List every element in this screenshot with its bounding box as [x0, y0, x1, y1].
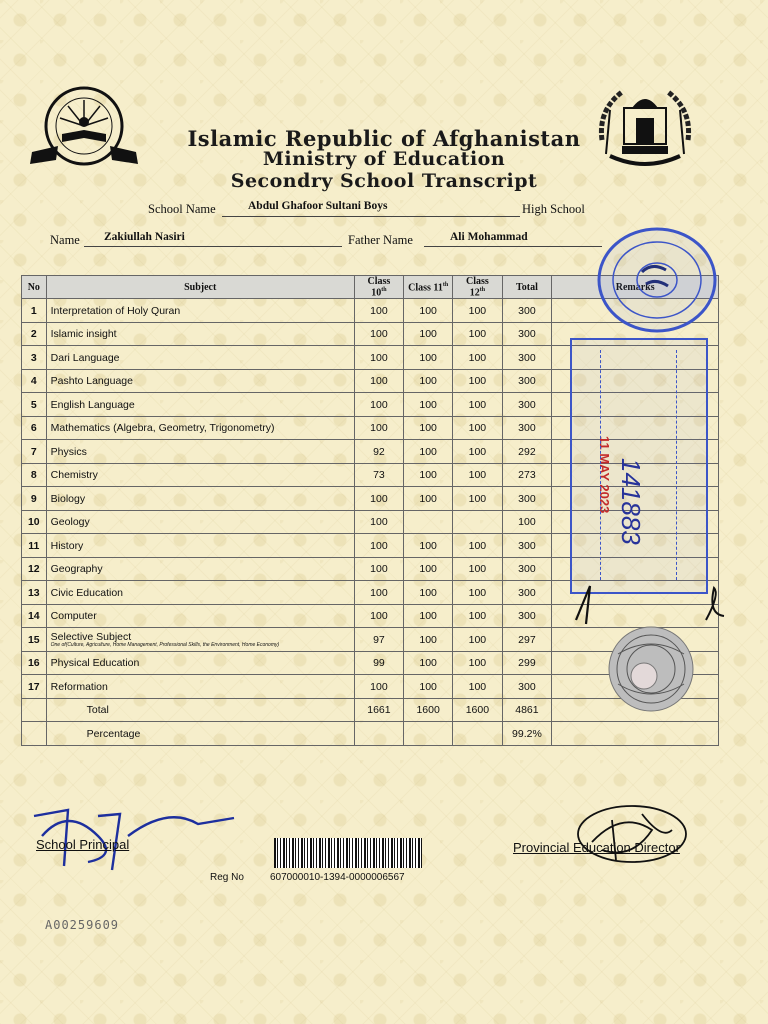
row-class-11: 100 [404, 604, 453, 628]
row-no: 9 [22, 487, 47, 511]
row-class-11: 100 [404, 463, 453, 487]
row-total: 297 [502, 628, 552, 652]
row-class-10: 100 [354, 487, 403, 511]
row-class-11: 100 [404, 393, 453, 417]
row-class-10: 99 [354, 651, 403, 675]
row-class-10: 100 [354, 675, 403, 699]
row-subject: Chemistry [46, 463, 354, 487]
row-class-10: 100 [354, 346, 403, 370]
row-class-10: 97 [354, 628, 403, 652]
row-class-12: 100 [453, 416, 502, 440]
header-subject: Subject [46, 276, 354, 299]
row-subject: Pashto Language [46, 369, 354, 393]
total-class-10: 1661 [354, 698, 403, 722]
row-class-10: 100 [354, 510, 403, 534]
row-subject: Physical Education [46, 651, 354, 675]
row-total: 300 [502, 534, 552, 558]
row-class-11: 100 [404, 440, 453, 464]
row-class-10: 100 [354, 369, 403, 393]
row-no: 7 [22, 440, 47, 464]
header-ministry: Ministry of Education [262, 148, 506, 170]
row-total: 300 [502, 581, 552, 605]
handwritten-initial-right-icon [700, 584, 730, 628]
registration-stamp [570, 338, 708, 594]
row-class-10: 100 [354, 393, 403, 417]
row-class-11: 100 [404, 675, 453, 699]
row-total: 299 [502, 651, 552, 675]
row-no: 8 [22, 463, 47, 487]
row-class-12: 100 [453, 651, 502, 675]
header-class-11: Class 11th [404, 276, 453, 299]
row-total: 300 [502, 604, 552, 628]
row-total: 300 [502, 346, 552, 370]
header-no: No [22, 276, 47, 299]
student-name-label: Name [50, 233, 80, 247]
row-no: 6 [22, 416, 47, 440]
row-class-10: 100 [354, 581, 403, 605]
row-subject: Biology [46, 487, 354, 511]
row-no: 11 [22, 534, 47, 558]
row-class-11: 100 [404, 322, 453, 346]
row-class-12: 100 [453, 440, 502, 464]
stamp-text-column-right [676, 350, 701, 580]
row-class-11 [404, 510, 453, 534]
row-total: 300 [502, 369, 552, 393]
row-total: 300 [502, 487, 552, 511]
student-name-underline [84, 246, 342, 247]
row-class-12 [453, 510, 502, 534]
row-class-11: 100 [404, 534, 453, 558]
row-no: 14 [22, 604, 47, 628]
row-class-10: 100 [354, 557, 403, 581]
row-subject: History [46, 534, 354, 558]
row-class-11: 100 [404, 581, 453, 605]
header-class-12: Class 12th [453, 276, 502, 299]
father-name-underline [424, 246, 602, 247]
father-name-label: Father Name [348, 233, 413, 247]
row-class-11: 100 [404, 416, 453, 440]
row-class-11: 100 [404, 487, 453, 511]
row-total: 100 [502, 510, 552, 534]
row-subject: Physics [46, 440, 354, 464]
row-class-11: 100 [404, 651, 453, 675]
row-class-12: 100 [453, 628, 502, 652]
row-class-12: 100 [453, 322, 502, 346]
document-serial-number: A00259609 [45, 918, 120, 932]
row-subject: Interpretation of Holy Quran [46, 299, 354, 323]
stamp-text-column [576, 350, 601, 580]
total-class-11: 1600 [404, 698, 453, 722]
hologram-seal-icon [604, 624, 698, 714]
row-total: 273 [502, 463, 552, 487]
total-grand: 4861 [502, 698, 552, 722]
row-class-10: 100 [354, 604, 403, 628]
row-subject: Civic Education [46, 581, 354, 605]
row-no: 10 [22, 510, 47, 534]
row-no: 17 [22, 675, 47, 699]
row-no: 12 [22, 557, 47, 581]
row-subject: Selective Subject One of(Culture, Agriculture, Home Management, Professional Skills, the Environment, Home Economy) [46, 628, 354, 652]
row-class-12: 100 [453, 393, 502, 417]
row-class-10: 100 [354, 416, 403, 440]
row-no: 16 [22, 651, 47, 675]
row-class-12: 100 [453, 534, 502, 558]
row-subject: Computer [46, 604, 354, 628]
row-total: 292 [502, 440, 552, 464]
row-no: 13 [22, 581, 47, 605]
row-total: 300 [502, 675, 552, 699]
reg-no-label: Reg No [210, 872, 244, 883]
row-total: 300 [502, 299, 552, 323]
selective-subject-note: One of(Culture, Agriculture, Home Management, Professional Skills, the Environment, Home Economy) [50, 641, 280, 648]
school-type-label: High School [522, 202, 585, 216]
row-class-12: 100 [453, 581, 502, 605]
row-subject: Dari Language [46, 346, 354, 370]
row-class-11: 100 [404, 557, 453, 581]
row-class-12: 100 [453, 675, 502, 699]
row-class-11: 100 [404, 346, 453, 370]
row-no: 1 [22, 299, 47, 323]
row-class-12: 100 [453, 463, 502, 487]
provincial-director-label: Provincial Education Director [513, 840, 680, 855]
row-subject: Reformation [46, 675, 354, 699]
header-class-10: Class 10th [354, 276, 403, 299]
row-class-12: 100 [453, 346, 502, 370]
row-total: 300 [502, 416, 552, 440]
row-class-10: 92 [354, 440, 403, 464]
row-class-12: 100 [453, 487, 502, 511]
header-country: Islamic Republic of Afghanistan [187, 126, 581, 151]
director-signature-icon [572, 800, 690, 876]
total-class-12: 1600 [453, 698, 502, 722]
row-no: 3 [22, 346, 47, 370]
row-class-11: 100 [404, 299, 453, 323]
school-name-value: Abdul Ghafoor Sultani Boys [248, 200, 388, 212]
row-subject: Islamic insight [46, 322, 354, 346]
row-no: 5 [22, 393, 47, 417]
header-document-title: Secondry School Transcript [230, 170, 538, 192]
stamp-number: 141883 [616, 458, 646, 545]
ministry-round-stamp-icon [596, 226, 718, 334]
row-subject: Geography [46, 557, 354, 581]
row-subject: Geology [46, 510, 354, 534]
row-no: 2 [22, 322, 47, 346]
school-principal-label: School Principal [36, 837, 130, 852]
percentage-row [22, 722, 719, 746]
row-no: 15 [22, 628, 47, 652]
row-class-10: 73 [354, 463, 403, 487]
father-name-value: Ali Mohammad [450, 231, 528, 243]
row-total: 300 [502, 557, 552, 581]
percentage-label: Percentage [46, 722, 354, 746]
row-subject: Mathematics (Algebra, Geometry, Trigonometry) [46, 416, 354, 440]
reg-no-value: 607000010-1394-0000006567 [270, 872, 405, 883]
handwritten-initial-icon [572, 580, 602, 626]
percentage-value: 99.2% [502, 722, 552, 746]
row-class-10: 100 [354, 322, 403, 346]
header-total: Total [502, 276, 552, 299]
row-class-11: 100 [404, 628, 453, 652]
row-subject: English Language [46, 393, 354, 417]
row-class-10: 100 [354, 299, 403, 323]
row-class-12: 100 [453, 369, 502, 393]
row-class-10: 100 [354, 534, 403, 558]
school-name-underline [222, 216, 520, 217]
stamp-date: 11 MAY 2023 [597, 436, 612, 514]
row-no: 4 [22, 369, 47, 393]
barcode [274, 838, 422, 868]
row-class-12: 100 [453, 557, 502, 581]
school-name-label: School Name [148, 202, 216, 216]
total-label: Total [46, 698, 354, 722]
student-name-value: Zakiullah Nasiri [104, 231, 185, 243]
row-class-12: 100 [453, 299, 502, 323]
row-total: 300 [502, 393, 552, 417]
row-class-12: 100 [453, 604, 502, 628]
row-total: 300 [502, 322, 552, 346]
row-class-11: 100 [404, 369, 453, 393]
